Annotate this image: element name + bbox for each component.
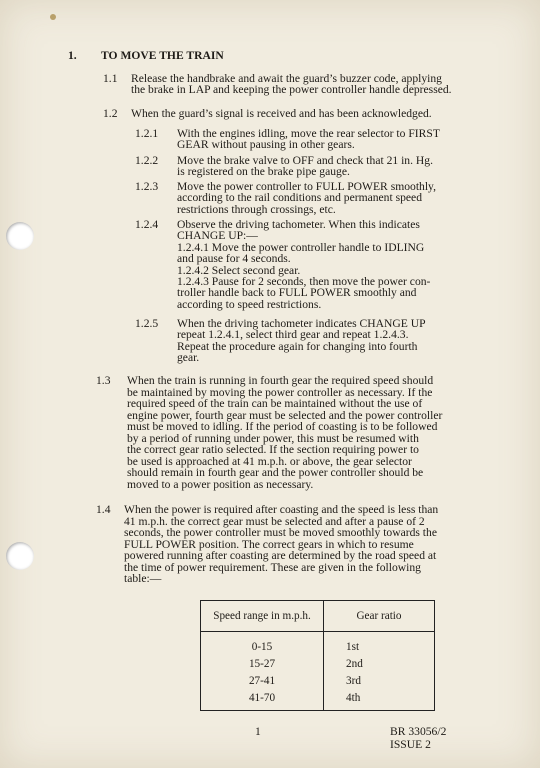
item-number: 1.1: [103, 72, 118, 85]
speed-range-cell: 15-27: [201, 655, 324, 672]
table-row: [201, 689, 435, 711]
item-text: Move the power controller to FULL POWER smoothly, according to the rail conditions and permanent speed restrictions through crossings, etc.: [177, 180, 436, 216]
item-text: Observe the driving tachometer. When this indicates CHANGE UP:— 1.2.4.1 Move the power controller handle to IDLING and pause for 4 seconds. 1.2.4.2 Select second gear. 1.2.4.3 Pause for 2 seconds, then move the power con- troller handle back to FULL POWER smoothly and according to speed restrictions.: [177, 218, 431, 311]
item-number: 1.2.2: [135, 154, 159, 167]
gear-cell: 2nd: [324, 655, 435, 672]
table-header-row: [201, 601, 435, 632]
table-row: [201, 632, 435, 656]
section-number: 1.: [68, 49, 77, 62]
item-text: Move the brake valve to OFF and check that 21 in. Hg. is registered on the brake pipe gauge.: [177, 154, 433, 179]
item-text: When the driving tachometer indicates CHANGE UP repeat 1.2.4.1, select third gear and repeat 1.2.4.3. Repeat the procedure again for changing into fourth gear.: [177, 317, 426, 365]
speed-range-cell: 27-41: [201, 672, 324, 689]
punch-hole: [6, 542, 34, 570]
issue-label: ISSUE 2: [390, 738, 431, 751]
item-number: 1.3: [96, 374, 111, 387]
gear-ratio-table: [200, 600, 435, 711]
gear-cell: 4th: [324, 689, 435, 711]
column-header-speed: Speed range in m.p.h.: [201, 601, 324, 632]
stain-mark: [50, 14, 56, 20]
item-text: When the train is running in fourth gear the required speed should be maintained by moving the power controller as necessary. If the required speed of the train can be maintained without the use of engine power, fourth gear must be selected and the power controller must be moved to idling. If the period of coasting is to be followed by a period of running under power, this must be resumed with the correct gear ratio selected. If the section requiring power to be used is approached at 41 m.p.h. or above, the gear selector should remain in fourth gear and the power controller should be moved to a power position as necessary.: [127, 374, 443, 491]
gear-cell: 1st: [324, 632, 435, 656]
page-number: 1: [255, 725, 261, 738]
item-text: When the guard’s signal is received and has been acknowledged.: [131, 107, 432, 120]
item-text: Release the handbrake and await the guard’s buzzer code, applying the brake in LAP and keeping the power controller handle depressed.: [131, 72, 452, 97]
item-text: With the engines idling, move the rear selector to FIRST GEAR without pausing in other gears.: [177, 127, 440, 152]
item-text: When the power is required after coasting and the speed is less than 41 m.p.h. the correct gear must be selected and after a pause of 2 seconds, the power controller must be moved smoothly towards the FULL POWER position. The correct gears in which to resume powered running after coasting are determined by the road speed at the time of power requirement. These are given in the following table:—: [124, 503, 439, 586]
item-number: 1.2: [103, 107, 118, 120]
item-number: 1.2.3: [135, 180, 159, 193]
table-row: [201, 672, 435, 689]
punch-hole: [6, 222, 34, 250]
item-number: 1.2.1: [135, 127, 159, 140]
column-header-gear: Gear ratio: [324, 601, 435, 632]
table-row: [201, 655, 435, 672]
speed-range-cell: 41-70: [201, 689, 324, 711]
document-reference: BR 33056/2: [390, 725, 447, 738]
item-number: 1.2.4: [135, 218, 159, 231]
item-number: 1.4: [96, 503, 111, 516]
speed-range-cell: 0-15: [201, 632, 324, 656]
gear-cell: 3rd: [324, 672, 435, 689]
section-title: TO MOVE THE TRAIN: [101, 49, 224, 62]
item-number: 1.2.5: [135, 317, 159, 330]
